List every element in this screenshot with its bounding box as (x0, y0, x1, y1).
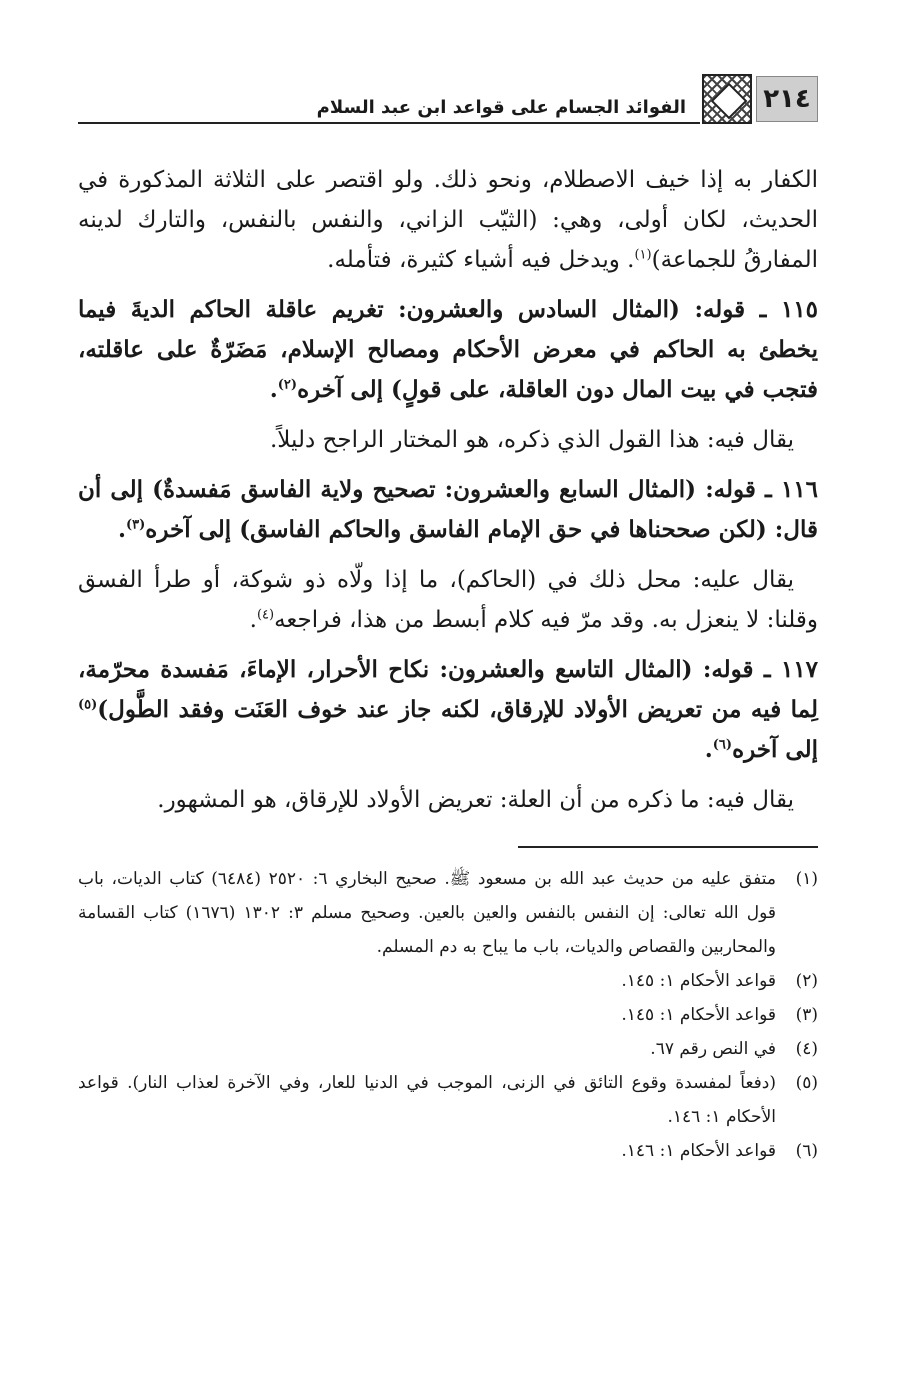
paragraph-117-comment (78, 780, 818, 820)
footnote-item (78, 964, 818, 998)
footnote-item (78, 1032, 818, 1066)
footnote-text: قواعد الأحكام ١: ١٤٦. (621, 1141, 776, 1161)
footnote-ref: (٥) (78, 697, 98, 713)
paragraph-text-tail: . (704, 736, 713, 763)
footnote-item (78, 1066, 818, 1134)
footnote-ref: (٢) (277, 377, 298, 393)
paragraph-text: يقال عليه: محل ذلك في (الحاكم)، ما إذا ولّاه ذو شوكة، أو طرأ الفسق وقلنا: لا ينعزل به. وقد مرّ فيه كلام أبسط من هذا، فراجعه (78, 567, 818, 633)
ornament-icon (702, 74, 752, 124)
footnote-item (78, 862, 818, 964)
paragraph-text-tail: . (269, 376, 278, 403)
paragraph-116-quote (78, 470, 818, 550)
footnote-ref: (٤) (256, 607, 275, 623)
footnote-separator (518, 846, 818, 848)
footnote-item (78, 998, 818, 1032)
paragraph-text-tail: . (249, 607, 257, 633)
paragraph-text: الكفار به إذا خيف الاصطلام، ونحو ذلك. ولو اقتصر على الثلاثة المذكورة في الحديث، لكان أولى، وهي: (الثيّب الزاني، والنفس بالنفس، والتارك لدينه المفارقُ للجماعة) (78, 167, 818, 273)
paragraph-text-tail: . (117, 516, 126, 543)
footnote-text: قواعد الأحكام ١: ١٤٥. (621, 971, 776, 991)
paragraph-text: ١١٧ ـ قوله: (المثال التاسع والعشرون: نكاح الأحرار، الإماءَ، مَفسدة محرّمة، لِما فيه من تعريض الأولاد للإرقاق، لكنه جاز عند خوف العَنَت وفقد الطَّول) (78, 656, 818, 723)
footnotes (78, 862, 818, 1168)
footnote-text: متفق عليه من حديث عبد الله بن مسعود ﷺ. صحيح البخاري ٦: ٢٥٢٠ (٦٤٨٤) كتاب الديات، باب قول الله تعالى: إن النفس بالنفس والعين بالعين. وصحيح مسلم ٣: ١٣٠٢ (١٦٧٦) كتاب القسامة والمحاربين والقصاص والديات، باب ما يباح به دم المسلم. (78, 869, 776, 957)
paragraph-115-quote (78, 290, 818, 410)
footnote-number: (٣) (795, 1005, 818, 1025)
paragraph-text: ١١٦ ـ قوله: (المثال السابع والعشرون: تصحيح ولاية الفاسق مَفسدةٌ) إلى أن قال: (لكن صححناها في حق الإمام الفاسق والحاكم الفاسق) إلى آخره (78, 476, 818, 543)
paragraph-117-quote (78, 650, 818, 770)
header-rule (78, 122, 700, 124)
paragraph-text: يقال فيه: ما ذكره من أن العلة: تعريض الأولاد للإرقاق، هو المشهور. (157, 787, 794, 813)
footnote-text: في النص رقم ٦٧. (650, 1039, 776, 1059)
footnote-ref: (٦) (712, 737, 733, 753)
paragraph-text: يقال فيه: هذا القول الذي ذكره، هو المختار الراجح دليلاً. (270, 427, 794, 453)
footnote-number: (٥) (795, 1073, 818, 1093)
footnote-item (78, 1134, 818, 1168)
paragraph-text-tail: . ويدخل فيه أشياء كثيرة، فتأمله. (327, 247, 635, 273)
page-header (78, 68, 818, 130)
footnote-ref: (١) (634, 247, 652, 263)
running-title: الفوائد الجسام على قواعد ابن عبد السلام (316, 97, 686, 118)
footnote-number: (٦) (795, 1141, 818, 1161)
page-number: ٢١٤ (756, 76, 818, 122)
footnote-text: قواعد الأحكام ١: ١٤٥. (621, 1005, 776, 1025)
paragraph-115-comment (78, 420, 818, 460)
footnote-number: (٤) (795, 1039, 818, 1059)
page-body (78, 160, 818, 1168)
paragraph-text: ١١٥ ـ قوله: (المثال السادس والعشرون: تغريم عاقلة الحاكم الديةَ فيما يخطئ به الحاكم في معرض الأحكام ومصالح الإسلام، مَضَرّةٌ على عاقلته، فتجب في بيت المال دون العاقلة، على قولٍ) إلى آخره (78, 296, 818, 403)
footnote-number: (١) (795, 869, 818, 889)
paragraph-text-mid: إلى آخره (732, 736, 818, 763)
paragraph-116-comment (78, 560, 818, 640)
paragraph-intro (78, 160, 818, 280)
footnote-number: (٢) (795, 971, 818, 991)
footnote-text: (دفعاً لمفسدة وقوع التائق في الزنى، الموجب في الدنيا للعار، وفي الآخرة لعذاب النار). قواعد الأحكام ١: ١٤٦. (78, 1073, 776, 1127)
footnote-ref: (٣) (125, 517, 146, 533)
